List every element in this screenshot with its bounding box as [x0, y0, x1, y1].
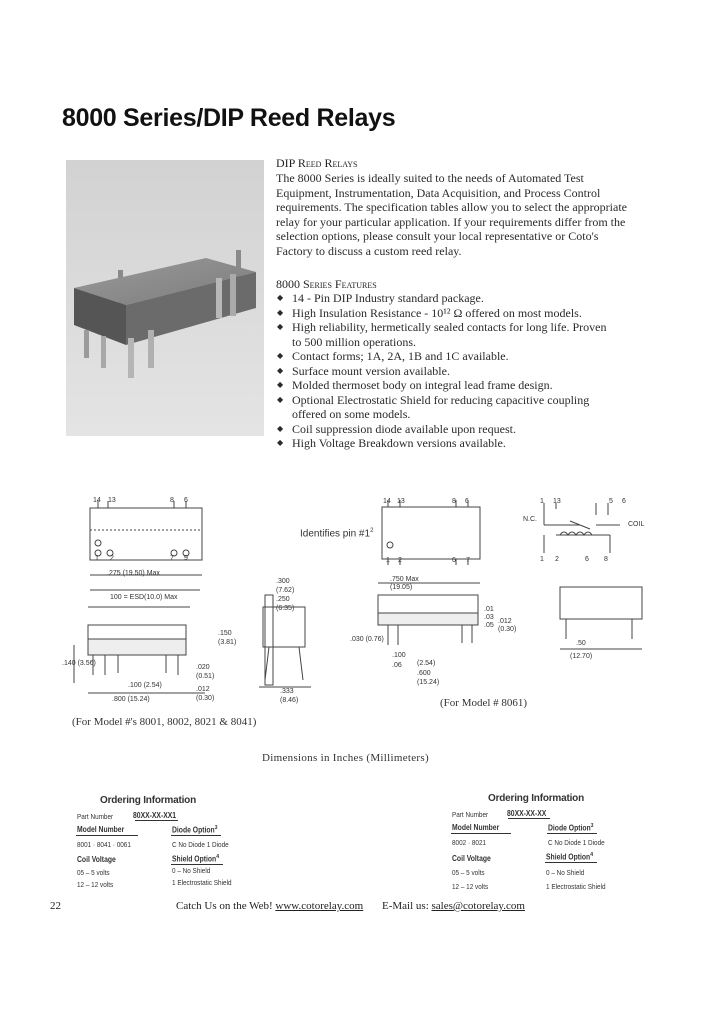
dimension-label: .250 — [276, 596, 290, 603]
dimension-label: .100 (2.54) — [128, 682, 162, 689]
intro-heading: DIP Reed Relays — [276, 156, 358, 170]
dimension-label: .03 — [484, 614, 494, 621]
ordering-heading: Ordering Information — [100, 795, 197, 806]
shield-value: 0 – No Shield — [172, 866, 211, 875]
part-number-underline — [508, 818, 550, 819]
dimension-label: (12.70) — [570, 653, 593, 660]
dimension-label: .012 — [196, 686, 210, 693]
feature-item-continuation: offered on some models. — [292, 407, 411, 421]
feature-item: ◆ High Insulation Resistance - 10¹² Ω offered on most models. — [276, 306, 648, 321]
feature-item: ◆ High Voltage Breakdown versions available. — [276, 436, 648, 451]
dimension-label: .275 (19.50) Max — [107, 570, 160, 577]
page-number: 22 — [50, 900, 61, 912]
pin-label: 2 — [555, 556, 559, 563]
shield-underline — [171, 864, 223, 865]
footer-web-prefix: Catch Us on the Web! — [176, 900, 273, 912]
dimension-label: .800 (15.24) — [112, 696, 150, 703]
feature-item: ◆ 14 - Pin DIP Industry standard package. — [276, 291, 648, 306]
footer-email-prefix: E-Mail us: — [382, 900, 429, 912]
pin-label: 13 — [553, 498, 561, 505]
model-values: 8002 · 8021 — [452, 838, 487, 847]
model-number-label: Model Number — [77, 825, 125, 834]
ordering-heading: Ordering Information — [488, 793, 585, 804]
footer-email — [382, 900, 525, 912]
feature-item-continuation: to 500 million operations. — [292, 334, 416, 349]
model-underline — [451, 833, 511, 834]
part-number-value: 80XX-XX-XX1 — [133, 811, 177, 820]
pin-label: 6 — [184, 497, 188, 504]
pin-label: 8 — [452, 498, 456, 505]
shield-option-label: Shield Option$^4$ — [546, 852, 594, 862]
email-link[interactable]: sales@cotorelay.com — [431, 900, 525, 912]
feature-item: ◆ Contact forms; 1A, 2A, 1B and 1C available. — [276, 349, 648, 364]
pin-label: 13 — [397, 498, 405, 505]
coil-voltage-label: Coil Voltage — [452, 854, 491, 863]
shield-value: 1 Electrostatic Shield — [172, 878, 232, 887]
intro-line: Factory to discuss a custom reed relay. — [276, 243, 462, 258]
dimension-label: (19.05) — [390, 584, 413, 591]
diode-values: C No Diode 1 Diode — [548, 838, 605, 847]
part-number-label: Part Number — [77, 812, 114, 821]
shield-value: 0 – No Shield — [546, 868, 585, 877]
coil-value: 12 – 12 volts — [77, 880, 114, 889]
dimension-label: (6.35) — [276, 605, 295, 612]
intro-line: The 8000 Series is ideally suited to the needs of Automated Test — [276, 171, 584, 185]
pin-label: 6 — [585, 556, 589, 563]
dimension-label: .300 — [276, 578, 290, 585]
dimension-label: (0.30) — [196, 695, 215, 702]
dimension-label: (15.24) — [417, 679, 440, 686]
feature-item: ◆ Optional Electrostatic Shield for reducing capacitive coupling — [276, 393, 648, 408]
shield-value: 1 Electrostatic Shield — [546, 882, 606, 891]
pin-label: 7 — [170, 555, 174, 562]
pin-label: 13 — [108, 497, 116, 504]
pin-label: 6 — [452, 557, 456, 564]
shield-option-label: Shield Option$^4$ — [172, 854, 220, 864]
dimension-label: .150 — [218, 630, 232, 637]
intro-line: Equipment, Instrumentation, Data Acquisition, and Process Control — [276, 185, 601, 200]
part-number-label: Part Number — [452, 810, 489, 819]
diode-underline — [547, 833, 597, 834]
website-link[interactable]: www.cotorelay.com — [275, 900, 364, 912]
dimension-label: .140 (3.56) — [62, 660, 96, 667]
footer-web — [176, 900, 363, 912]
pin-label: 1 — [540, 498, 544, 505]
dimensions-note: Dimensions in Inches (Millimeters) — [262, 752, 429, 764]
dimension-label: (3.81) — [218, 639, 237, 646]
dimension-label: .012 — [498, 618, 512, 625]
diode-underline — [171, 835, 221, 836]
pin-label: 8 — [604, 556, 608, 563]
pin-label: 6 — [465, 498, 469, 505]
relay-illustration — [66, 160, 264, 436]
feature-item: ◆ Molded thermoset body on integral lead frame design. — [276, 378, 648, 393]
dimension-label: (0.51) — [196, 673, 215, 680]
model-number-label: Model Number — [452, 823, 500, 832]
dimension-label: (2.54) — [417, 660, 436, 667]
diode-option-label: Diode Option$^3$ — [548, 823, 594, 833]
coil-voltage-label: Coil Voltage — [77, 855, 116, 864]
intro-line: requirements. The specification tables allow you to select the appropriate — [276, 200, 627, 215]
coil-value: 05 – 5 volts — [452, 868, 485, 877]
dimension-label: .06 — [392, 662, 402, 669]
dimension-label: (8.46) — [280, 697, 299, 704]
dimension-label: .600 — [417, 670, 431, 677]
dimension-label: .05 — [484, 622, 494, 629]
dimension-label: .100 — [392, 652, 406, 659]
diode-option-label: Diode Option$^3$ — [172, 825, 218, 835]
feature-item: ◆ Coil suppression diode available upon request. — [276, 422, 648, 437]
features-heading: 8000 Series Features — [276, 277, 377, 291]
coil-value: 12 – 12 volts — [452, 882, 489, 891]
pin-label: 6 — [622, 498, 626, 505]
pin-label: 9 — [184, 555, 188, 562]
intro-line: selection options, please consult your local representative or Coto's — [276, 229, 599, 244]
dimension-label: .01 — [484, 606, 494, 613]
dimension-label: .750 Max — [390, 576, 419, 583]
dimension-label: 100 = ESD(10.0) Max — [110, 594, 178, 601]
part-number-value: 80XX-XX-XX — [507, 809, 547, 818]
pin-label: 1 — [386, 557, 390, 564]
schematic-label: COIL — [628, 521, 645, 528]
shield-underline — [545, 862, 597, 863]
feature-item: ◆ High reliability, hermetically sealed contacts for long life. Proven — [276, 320, 648, 335]
pin-label: 14 — [93, 497, 101, 504]
pin-label: 8 — [170, 497, 174, 504]
pin-label: 1 — [540, 556, 544, 563]
dimension-label: .50 — [576, 640, 586, 647]
model-values: 8001 · 8041 · 0061 — [77, 840, 131, 849]
dimension-label: (0.30) — [498, 626, 517, 633]
relay-photo — [66, 160, 264, 436]
pin-label: 7 — [466, 557, 470, 564]
pin-label: 2 — [110, 555, 114, 562]
dimension-label: .333 — [280, 688, 294, 695]
schematic-label: N.C. — [523, 516, 537, 523]
feature-item: ◆ Surface mount version available. — [276, 364, 648, 379]
pin-label: 1 — [95, 555, 99, 562]
pin-label: 5 — [609, 498, 613, 505]
diode-values: C No Diode 1 Diode — [172, 840, 229, 849]
pin-label: 14 — [383, 498, 391, 505]
dimension-label: (7.62) — [276, 587, 295, 594]
dimension-label: .030 (0.76) — [350, 636, 384, 643]
features-list — [276, 291, 648, 451]
dimension-label: .020 — [196, 664, 210, 671]
pin-label: 2 — [398, 557, 402, 564]
part-number-underline — [135, 820, 178, 821]
intro-line: relay for your particular application. If your requirements differ from the — [276, 214, 626, 229]
intro-paragraph — [276, 171, 648, 259]
coil-value: 05 – 5 volts — [77, 868, 110, 877]
identifies-pin-label: Identifies pin $\#1^2$ — [300, 528, 374, 540]
caption-right-model: (For Model # 8061) — [440, 697, 528, 709]
model-underline — [76, 835, 138, 836]
end-view-drawing — [255, 595, 315, 695]
caption-left-model: (For Model #'s 8001, 8002, 8021 & 8041) — [72, 716, 257, 728]
page-title: 8000 Series/DIP Reed Relays — [62, 104, 396, 132]
